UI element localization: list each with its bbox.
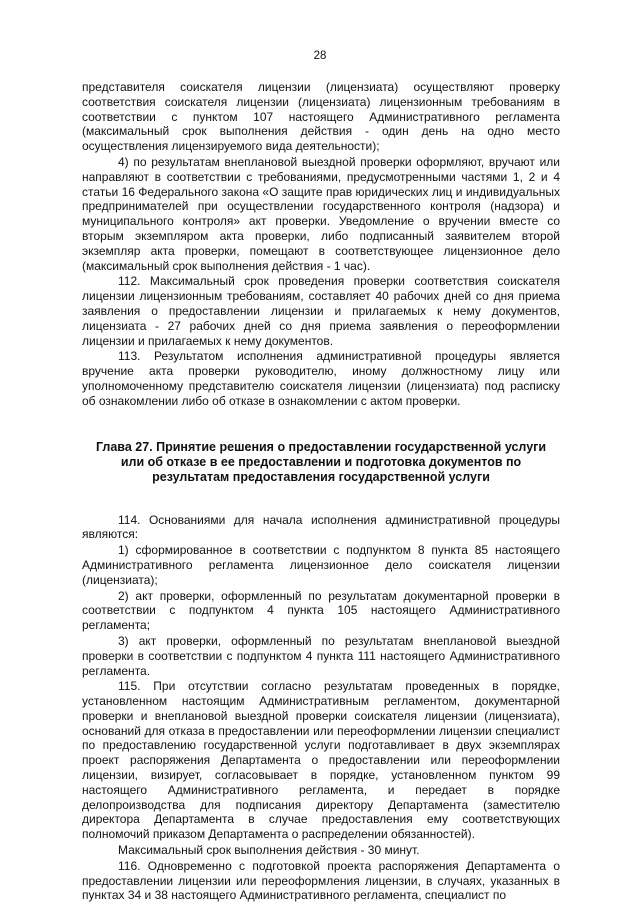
page-number: 28 <box>313 50 327 62</box>
paragraph: 115. При отсутствии согласно результатам проведенных в порядке, установленном настоящим Административным регламентом, документарной проверки и внеплановой выездной проверки соискателя лицензии (лицензиата), оснований для отказа в предоставлении или переоформлении лицензии специалист по предоставлению государственной услуги подготавливает в двух экземплярах проект распоряжения Департамента о предоставлении или переоформлении лицензии, визирует, согласовывает в порядке, установленном пунктом 99 настоящего Административного регламента, и передает в порядке делопроизводства для подписания директору Департамента (заместителю директора Департамента в случае предоставления ему соответствующих полномочий приказом Департамента о распределении обязанностей). <box>82 679 560 842</box>
paragraph: представителя соискателя лицензии (лицензиата) осуществляют проверку соответствия соискателя лицензии (лицензиата) лицензионным требованиям в соответствии с пунктом 107 настоящего Административного регламента (максимальный срок выполнения действия - один день на одно место осуществления лицензируемого вида деятельности); <box>82 80 560 154</box>
paragraph: 113. Результатом исполнения административной процедуры является вручение акта проверки руководителю, иному должностному лицу или уполномоченному представителю соискателя лицензии (лицензиата) под расписку об ознакомлении либо об отказе в ознакомлении с актом проверки. <box>82 349 560 408</box>
paragraph: Максимальный срок выполнения действия - 30 минут. <box>118 843 420 858</box>
paragraph: 4) по результатам внеплановой выездной проверки оформляют, вручают или направляют в соответствии с требованиями, предусмотренными частями 1, 2 и 4 статьи 16 Федерального закона «О защите прав юридических лиц и индивидуальных предпринимателей при осуществлении государственного контроля (надзора) и муниципального контроля» акт проверки. Уведомление о вручении вместе со вторым экземпляром акта проверки, либо подписанный заявителем второй экземпляр акта проверки, помещают в соответствующее лицензионное дело (максимальный срок выполнения действия - 1 час). <box>82 154 560 273</box>
chapter-heading: Глава 27. Принятие решения о предоставлении государственной услуги или об отказе в ее предоставлении и подготовка документов по результатам предоставления государственной услуги <box>95 439 547 484</box>
paragraph: 1) сформированное в соответствии с подпунктом 8 пункта 85 настоящего Административного регламента лицензионное дело соискателя лицензии (лицензиата); <box>82 543 560 587</box>
paragraphs-after-heading <box>82 513 560 904</box>
paragraph: 112. Максимальный срок проведения проверки соответствия соискателя лицензии лицензионным требованиям, составляет 40 рабочих дней со дня приема заявления о предоставлении лицензии и прилагаемых к нему документов, лицензиата - 27 рабочих дней со дня приема заявления о переоформлении лицензии и прилагаемых к нему документов. <box>82 274 560 348</box>
document-body <box>82 80 560 904</box>
paragraphs-before-heading <box>82 80 560 409</box>
paragraph: 2) акт проверки, оформленный по результатам документарной проверки в соответствии с подпунктом 4 пункта 105 настоящего Административного регламента; <box>82 588 560 633</box>
paragraph: 3) акт проверки, оформленный по результатам внеплановой выездной проверки в соответствии с подпунктом 4 пункта 111 настоящего Административного регламента. <box>82 633 560 678</box>
paragraph: 116. Одновременно с подготовкой проекта распоряжения Департамента о предоставлении лицензии или переоформления лицензии, в случаях, указанных в пунктах 34 и 38 настоящего Административного регламента, специалист по <box>82 858 560 903</box>
paragraph: 114. Основаниями для начала исполнения административной процедуры являются: <box>82 512 560 542</box>
